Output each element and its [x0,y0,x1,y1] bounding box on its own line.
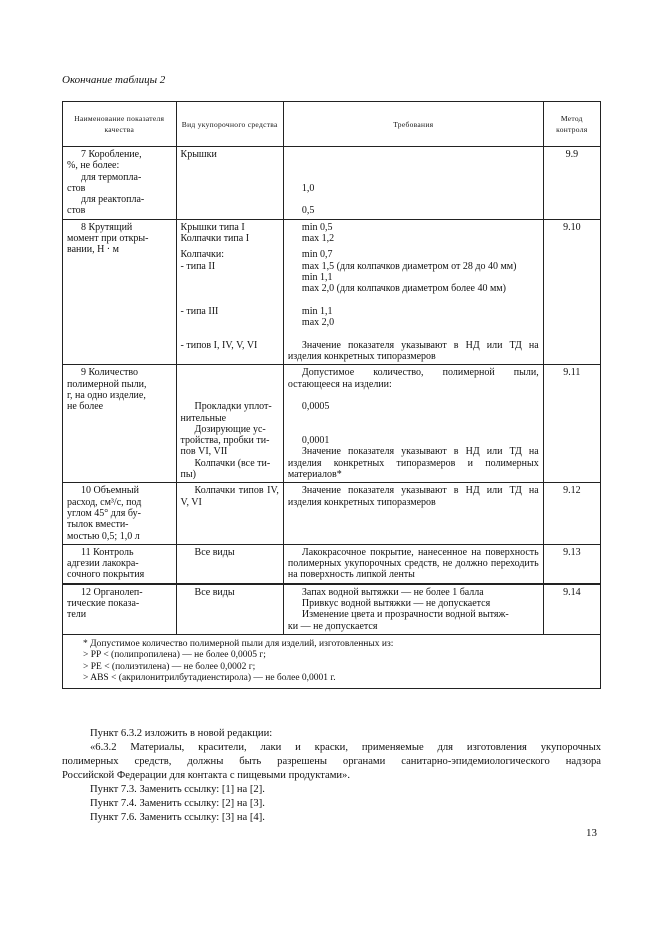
table-row [63,544,601,583]
paragraph-6-3-2-line: «6.3.2 Материалы, красители, лаки и краски, применяемые для изготовления укупорочных [90,742,601,753]
method-cell: 9.10 [543,219,600,365]
indicator-cell: 9 Количество полимерной пыли, г, на одно изделие, не более [63,365,177,483]
paragraph-amend-6-3-2: Пункт 6.3.2 изложить в новой редакции: [90,728,273,739]
requirements-cell: Допустимое количество, полимерной пыли, остающееся на изделии: 0,0005 0,0001 Значение показателя указывают в НД или ТД на изделия конкретных типоразмеров и полимерных материалов* [283,365,543,483]
indicator-cell: 8 Крутящий момент при откры- вании, Н · м [63,219,177,365]
method-cell: 9.9 [543,147,600,220]
indicator-cell: 7 Коробление, %, не более: для термопла- стов для реактопла- стов [63,147,177,220]
closure-type-cell: Все виды [176,544,283,583]
header-requirements: Требования [283,102,543,147]
method-cell: 9.11 [543,365,600,483]
header-closure-type: Вид укупорочного средства [176,102,283,147]
closure-type-cell: Крышки типа I Колпачки типа I Колпачки: - типа II - типа III - типов I, IV, V, VI [176,219,283,365]
method-cell: 9.13 [543,544,600,583]
method-cell: 9.14 [543,584,600,635]
table-header-row [63,102,601,147]
closure-type-cell: Прокладки уплот- нительные Дозирующие ус- тройства, пробки ти- пов VI, VII Колпачки (все ти- пы) [176,365,283,483]
header-method: Метод контроля [543,102,600,147]
indicator-cell: 11 Контроль адгезии лакокра- сочного покрытия [63,544,177,583]
page-number: 13 [586,827,597,839]
table-caption: Окончание таблицы 2 [62,74,166,86]
requirements-cell: Лакокрасочное покрытие, нанесенное на поверхность полимерных укупорочных средств, не должно переходить на поверхность липкой ленты [283,544,543,583]
paragraph-7-3: Пункт 7.3. Заменить ссылку: [1] на [2]. [90,784,265,795]
paragraph-6-3-2-line: Российской Федерации для контакта с пищевыми продуктами». [62,770,351,781]
table-row [63,584,601,635]
table-row [63,365,601,483]
paragraph-6-3-2-line: полимерных средств, должны быть разрешены органами санитарно-эпидемиологического надзора [62,756,601,767]
paragraph-7-4: Пункт 7.4. Заменить ссылку: [2] на [3]. [90,798,265,809]
table-row [63,219,601,365]
indicator-cell: 12 Органолеп- тические показа- тели [63,584,177,635]
closure-type-cell: Крышки [176,147,283,220]
footnote: * Допустимое количество полимерной пыли для изделий, изготовленных из: > PP < (полипропилена) — не более 0,0005 г; > PE < (полиэтилена) — не более 0,0002 г; > ABS < (акрилонитрилбутадиенстирола) — не более 0,0001 г. [63,634,601,688]
footnote-row [63,634,601,688]
quality-table [62,101,601,689]
closure-type-cell: Все виды [176,584,283,635]
method-cell: 9.12 [543,483,600,544]
table-row [63,483,601,544]
header-indicator: Наименование показателя качества [63,102,177,147]
requirements-cell: 1,0 0,5 [283,147,543,220]
requirements-cell: Значение показателя указывают в НД или ТД на изделия конкретных типоразмеров [283,483,543,544]
closure-type-cell: Колпачки типов IV, V, VI [176,483,283,544]
indicator-cell: 10 Объемный расход, см³/с, под углом 45° для бу- тылок вмести- мостью 0,5; 1,0 л [63,483,177,544]
requirements-cell: min 0,5 max 1,2 min 0,7 max 1,5 (для колпачков диаметром от 28 до 40 мм) min 1,1 max 2,0 (для колпачков диаметром более 40 мм) min 1,1 max 2,0 Значение показателя указывают в НД или ТД на изделия конкретных типоразмеров [283,219,543,365]
paragraph-7-6: Пункт 7.6. Заменить ссылку: [3] на [4]. [90,812,265,823]
requirements-cell: Запах водной вытяжки — не более 1 балла Привкус водной вытяжки — не допускается Изменение цвета и прозрачности водной вытяж- ки — не допускается [283,584,543,635]
table-row [63,147,601,220]
